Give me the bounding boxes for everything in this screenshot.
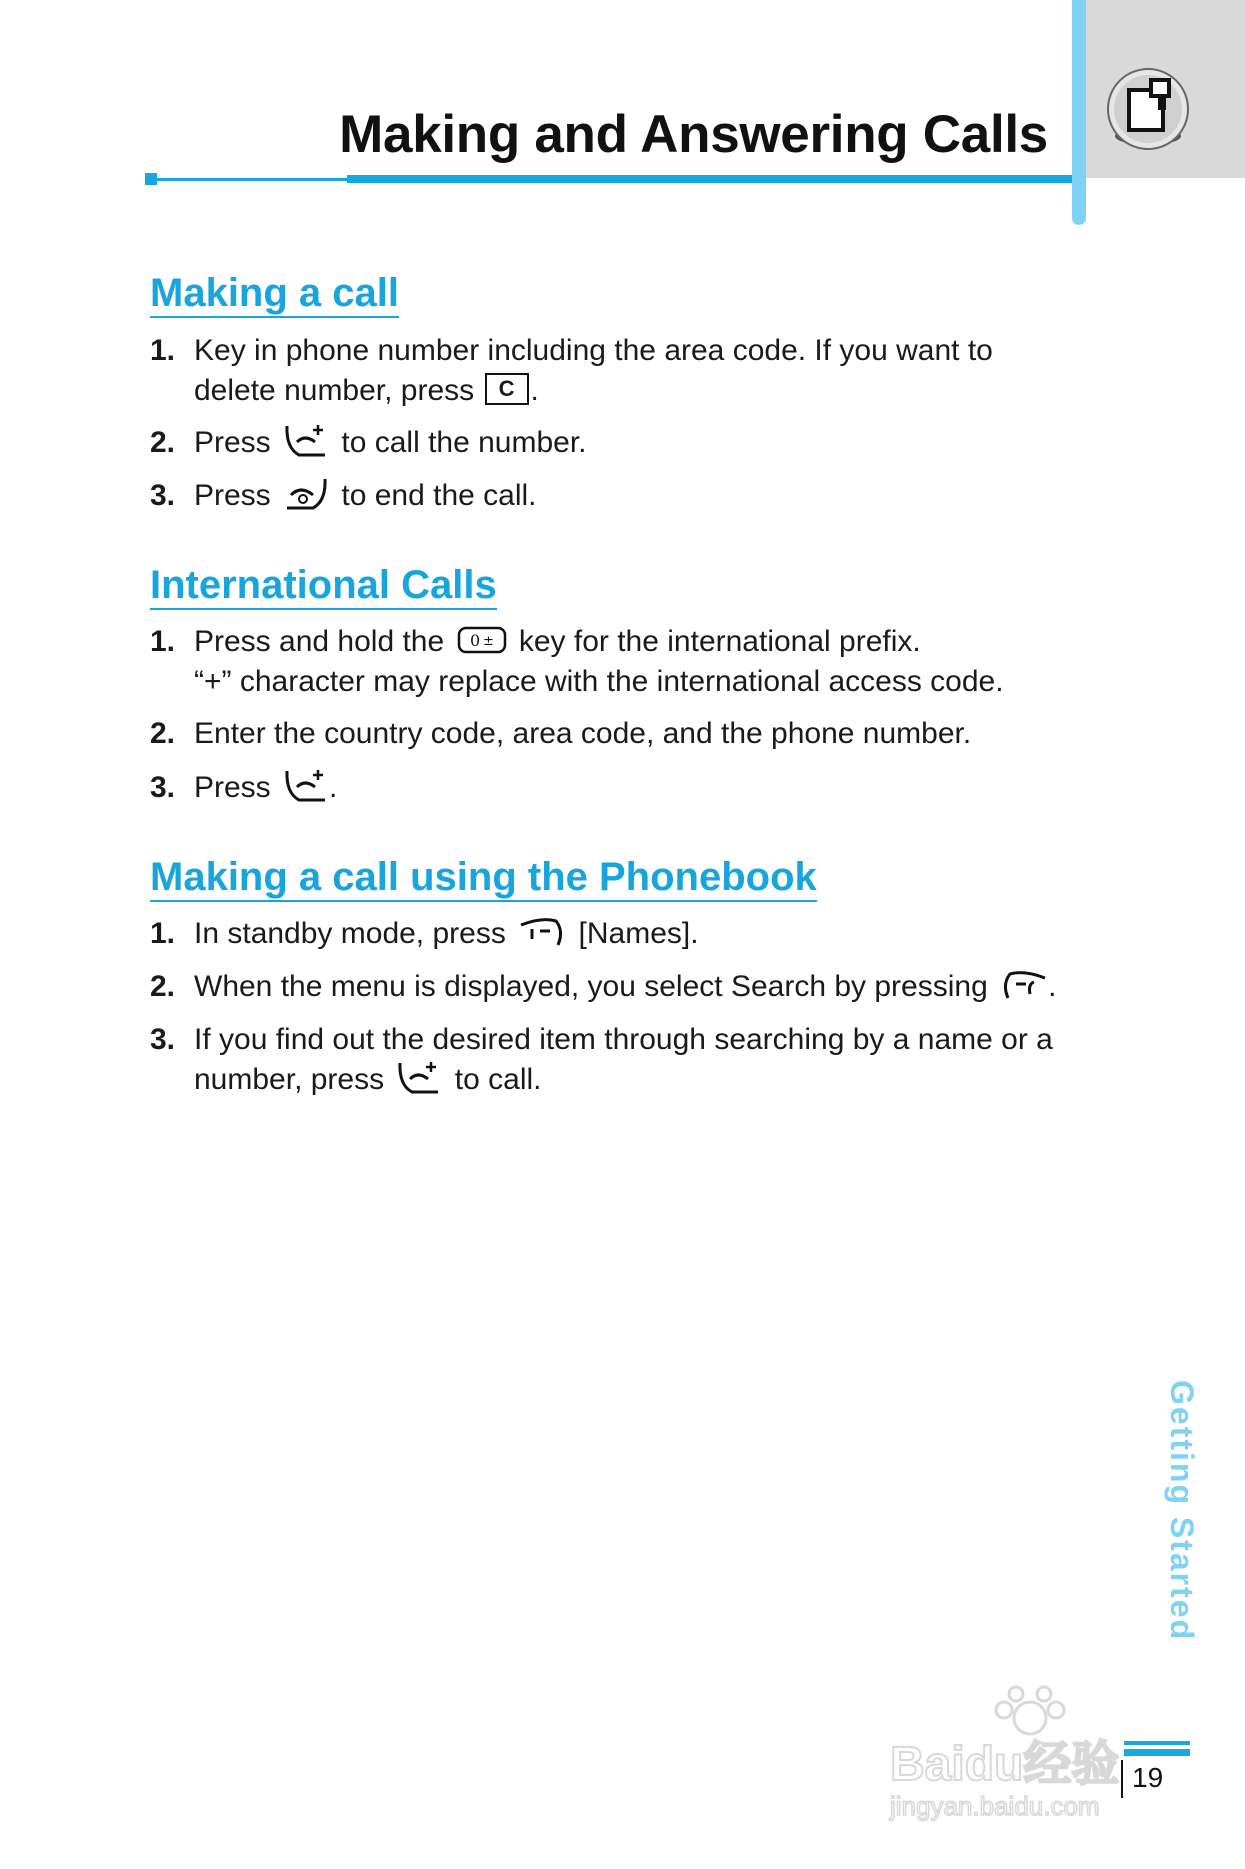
send-key-icon: [283, 422, 329, 460]
step-number: 2.: [150, 717, 176, 750]
step-text: Press: [194, 771, 271, 804]
left-soft-key-icon: [1000, 968, 1048, 1002]
title-rule-thick: [347, 175, 1072, 183]
side-tab-getting-started: Getting Started: [1164, 1380, 1200, 1642]
step-text: key for the international prefix.: [518, 625, 921, 658]
step-text: [Names].: [578, 917, 699, 950]
list-item: [150, 476, 1110, 516]
step-text: Press and hold the: [194, 625, 445, 658]
list-item: [150, 1020, 1110, 1100]
section-heading-international-calls: International Calls: [150, 562, 497, 610]
step-text: to call the number.: [341, 426, 587, 459]
section-heading-phonebook: Making a call using the Phonebook: [150, 854, 817, 902]
phone-book-icon: [1103, 66, 1193, 156]
step-text: to end the call.: [341, 479, 537, 512]
step-number: 3.: [150, 479, 176, 512]
step-text: Press: [194, 426, 271, 459]
svg-text:0: 0: [469, 631, 480, 651]
step-text: .: [329, 771, 338, 804]
page-number: 19: [1132, 1762, 1164, 1793]
watermark-brand: Baidu经验: [890, 1738, 1120, 1791]
step-text: Enter the country code, area code, and the phone number.: [194, 717, 972, 750]
list-item: [150, 423, 1110, 463]
step-number: 1.: [150, 625, 176, 658]
step-text: to call.: [454, 1063, 542, 1096]
zero-plus-key-icon: [457, 625, 507, 655]
watermark-url: jingyan.baidu.com: [890, 1791, 1100, 1821]
send-key-icon: [283, 767, 329, 805]
list-item: [150, 331, 1110, 411]
step-number: 1.: [150, 334, 176, 367]
baidu-watermark-logo: [880, 1680, 1180, 1830]
send-key-icon: [396, 1059, 442, 1097]
list-item: [150, 714, 1110, 754]
page-title: Making and Answering Calls: [339, 105, 1048, 164]
step-number: 2.: [150, 426, 176, 459]
step-number: 3.: [150, 1023, 176, 1056]
end-key-icon: [283, 475, 329, 513]
list-item: [150, 768, 1110, 808]
step-text: Press: [194, 479, 271, 512]
step-text: delete number, press: [194, 374, 475, 407]
right-soft-key-icon: [518, 915, 566, 949]
step-number: 3.: [150, 771, 176, 804]
list-item: [150, 622, 1110, 702]
step-text: In standby mode, press: [194, 917, 506, 950]
step-text: number, press: [194, 1063, 385, 1096]
list-item: [150, 967, 1110, 1007]
clear-key-icon: C: [485, 373, 529, 405]
step-number: 1.: [150, 917, 176, 950]
title-rule-thin: [150, 178, 350, 181]
header-blue-bar: [1072, 0, 1086, 225]
svg-text:±: ±: [482, 634, 494, 650]
step-text: If you find out the desired item through searching by a name or a: [194, 1023, 1053, 1056]
step-number: 2.: [150, 970, 176, 1003]
step-text: .: [1048, 970, 1057, 1003]
step-text: “+” character may replace with the international access code.: [194, 665, 1004, 698]
section-heading-making-a-call: Making a call: [150, 270, 399, 318]
step-text: .: [530, 374, 539, 407]
step-text: Key in phone number including the area code. If you want to: [194, 334, 993, 367]
step-text: When the menu is displayed, you select Search by pressing: [194, 970, 988, 1003]
list-item: [150, 914, 1110, 954]
